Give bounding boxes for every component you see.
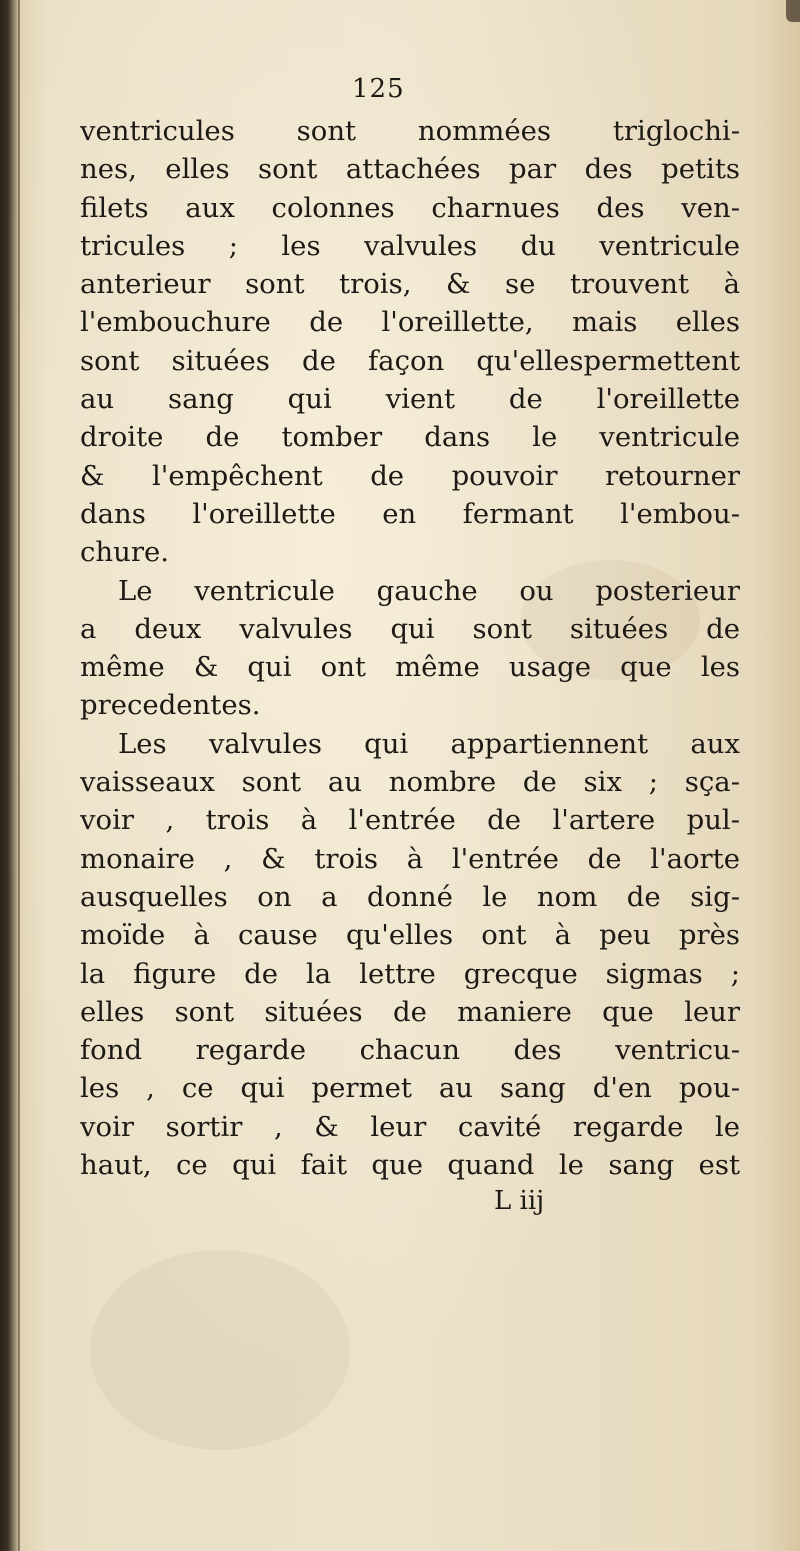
book-spine-shadow: [0, 0, 20, 1551]
signature-mark: L iij: [494, 1186, 545, 1216]
page-number: 125: [352, 74, 405, 104]
book-gutter-line: [18, 0, 20, 1551]
text-line: tricules ; les valvules du ventricule: [80, 229, 740, 262]
text-line: monaire , & trois à l'entrée de l'aorte: [80, 842, 740, 875]
text-line: chure.: [80, 536, 169, 569]
text-line: les , ce qui permet au sang d'en pou-: [80, 1072, 740, 1105]
text-line: dans l'oreillette en fermant l'embou-: [80, 497, 740, 530]
text-line: même & qui ont même usage que les: [80, 651, 740, 684]
text-line: au sang qui vient de l'oreillette: [80, 383, 740, 416]
text-line: voir , trois à l'entrée de l'artere pul-: [80, 804, 740, 837]
page-corner-mark: [786, 0, 800, 22]
paper-stain: [90, 1250, 350, 1450]
text-line: fond regarde chacun des ventricu-: [80, 1034, 740, 1067]
text-line: ausquelles on a donné le nom de sig-: [80, 880, 740, 913]
text-line: droite de tomber dans le ventricule: [80, 421, 740, 454]
body-text: [80, 112, 740, 1184]
text-line: moïde à cause qu'elles ont à peu près: [80, 919, 740, 952]
text-line: Les valvules qui appartiennent aux: [118, 727, 740, 760]
text-line: l'embouchure de l'oreillette, mais elles: [80, 306, 740, 339]
text-line: & l'empêchent de pouvoir retourner: [80, 459, 740, 492]
text-line: voir sortir , & leur cavité regarde le: [80, 1110, 740, 1143]
text-line: elles sont situées de maniere que leur: [80, 995, 740, 1028]
text-line: a deux valvules qui sont situées de: [80, 612, 740, 645]
text-line: anterieur sont trois, & se trouvent à: [80, 268, 740, 301]
text-line: ventricules sont nommées triglochi-: [80, 115, 740, 147]
text-line: sont situées de façon qu'ellespermettent: [80, 344, 740, 377]
text-line: nes, elles sont attachées par des petits: [80, 153, 740, 186]
text-line: haut, ce qui fait que quand le sang est: [80, 1149, 740, 1182]
text-line: filets aux colonnes charnues des ven-: [80, 191, 740, 224]
text-line: Le ventricule gauche ou posterieur: [118, 574, 740, 607]
text-line: la figure de la lettre grecque sigmas ;: [80, 957, 740, 990]
text-line: vaisseaux sont au nombre de six ; sça-: [80, 766, 740, 799]
text-line: precedentes.: [80, 689, 261, 722]
